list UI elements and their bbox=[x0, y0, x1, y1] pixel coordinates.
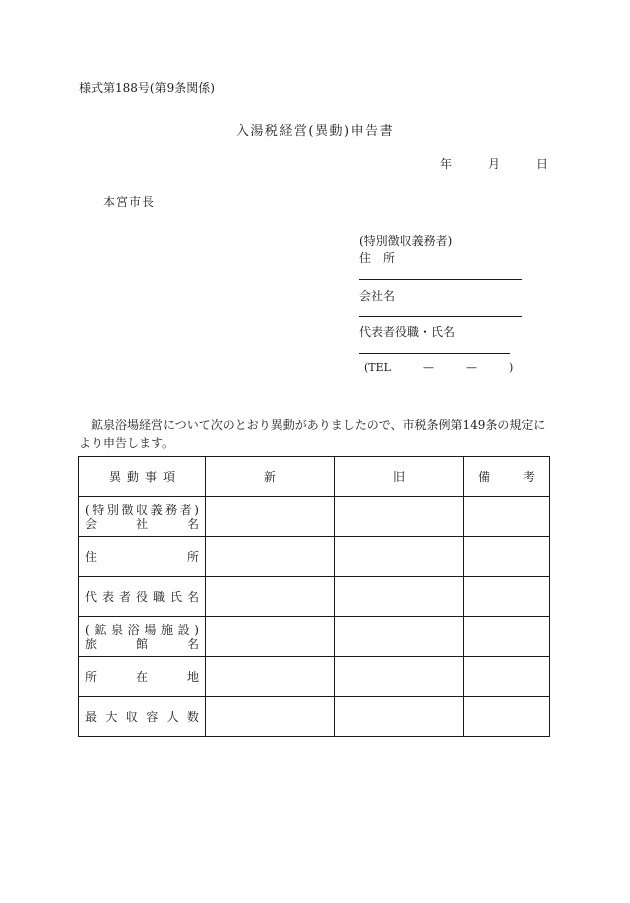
table-row bbox=[79, 657, 550, 697]
tel-open: (TEL bbox=[364, 361, 391, 374]
address-label: 住 所 bbox=[359, 251, 396, 265]
old-value-cell[interactable] bbox=[335, 617, 464, 657]
row-label-cell: 最大収容人数 bbox=[79, 697, 206, 737]
remarks-cell[interactable] bbox=[464, 697, 550, 737]
old-value-cell[interactable] bbox=[335, 497, 464, 537]
form-number: 様式第188号(第9条関係) bbox=[79, 81, 215, 95]
company-name-field[interactable] bbox=[359, 316, 522, 317]
applicant-heading: (特別徴収義務者) bbox=[359, 234, 453, 248]
table-row bbox=[79, 577, 550, 617]
old-value-cell[interactable] bbox=[335, 577, 464, 617]
new-value-cell[interactable] bbox=[206, 697, 335, 737]
tel-close: ) bbox=[508, 361, 514, 374]
tel-separator-2: — bbox=[465, 361, 477, 374]
tel-separator-1: — bbox=[422, 361, 434, 374]
row-label-cell: (鉱泉浴場施設) 旅館名 bbox=[79, 617, 206, 657]
date-month-label: 月 bbox=[488, 157, 501, 171]
representative-field[interactable] bbox=[359, 353, 510, 354]
table-header-row bbox=[79, 457, 550, 497]
representative-label: 代表者役職・氏名 bbox=[359, 325, 456, 339]
old-value-cell[interactable] bbox=[335, 697, 464, 737]
header-remarks: 備 考 bbox=[464, 457, 550, 497]
company-name-label: 会社名 bbox=[359, 289, 396, 303]
old-value-cell[interactable] bbox=[335, 657, 464, 697]
remarks-cell[interactable] bbox=[464, 657, 550, 697]
date-day-label: 日 bbox=[536, 157, 549, 171]
document-title: 入湯税経営(異動)申告書 bbox=[235, 124, 395, 139]
row-label-cell: 所在地 bbox=[79, 657, 206, 697]
tel-line bbox=[364, 361, 513, 374]
row-label-cell: (特別徴収義務者) 会社名 bbox=[79, 497, 206, 537]
new-value-cell[interactable] bbox=[206, 657, 335, 697]
remarks-cell[interactable] bbox=[464, 577, 550, 617]
table-row bbox=[79, 537, 550, 577]
addressee: 本宮市長 bbox=[103, 195, 156, 209]
row-label-cell: 代表者役職氏名 bbox=[79, 577, 206, 617]
header-item: 異動事項 bbox=[79, 457, 206, 497]
date-year-label: 年 bbox=[440, 157, 453, 171]
date-line bbox=[440, 155, 548, 172]
remarks-cell[interactable] bbox=[464, 537, 550, 577]
table-row bbox=[79, 617, 550, 657]
header-old: 旧 bbox=[335, 457, 464, 497]
change-details-table bbox=[78, 456, 550, 737]
remarks-cell[interactable] bbox=[464, 497, 550, 537]
remarks-cell[interactable] bbox=[464, 617, 550, 657]
table-row bbox=[79, 497, 550, 537]
address-field[interactable] bbox=[359, 279, 522, 280]
row-label-cell: 住所 bbox=[79, 537, 206, 577]
new-value-cell[interactable] bbox=[206, 577, 335, 617]
new-value-cell[interactable] bbox=[206, 617, 335, 657]
old-value-cell[interactable] bbox=[335, 537, 464, 577]
body-text: 鉱泉浴場経営について次のとおり異動がありましたので、市税条例第149条の規定により申告します。 bbox=[79, 418, 546, 450]
header-new: 新 bbox=[206, 457, 335, 497]
new-value-cell[interactable] bbox=[206, 537, 335, 577]
new-value-cell[interactable] bbox=[206, 497, 335, 537]
table-row bbox=[79, 697, 550, 737]
